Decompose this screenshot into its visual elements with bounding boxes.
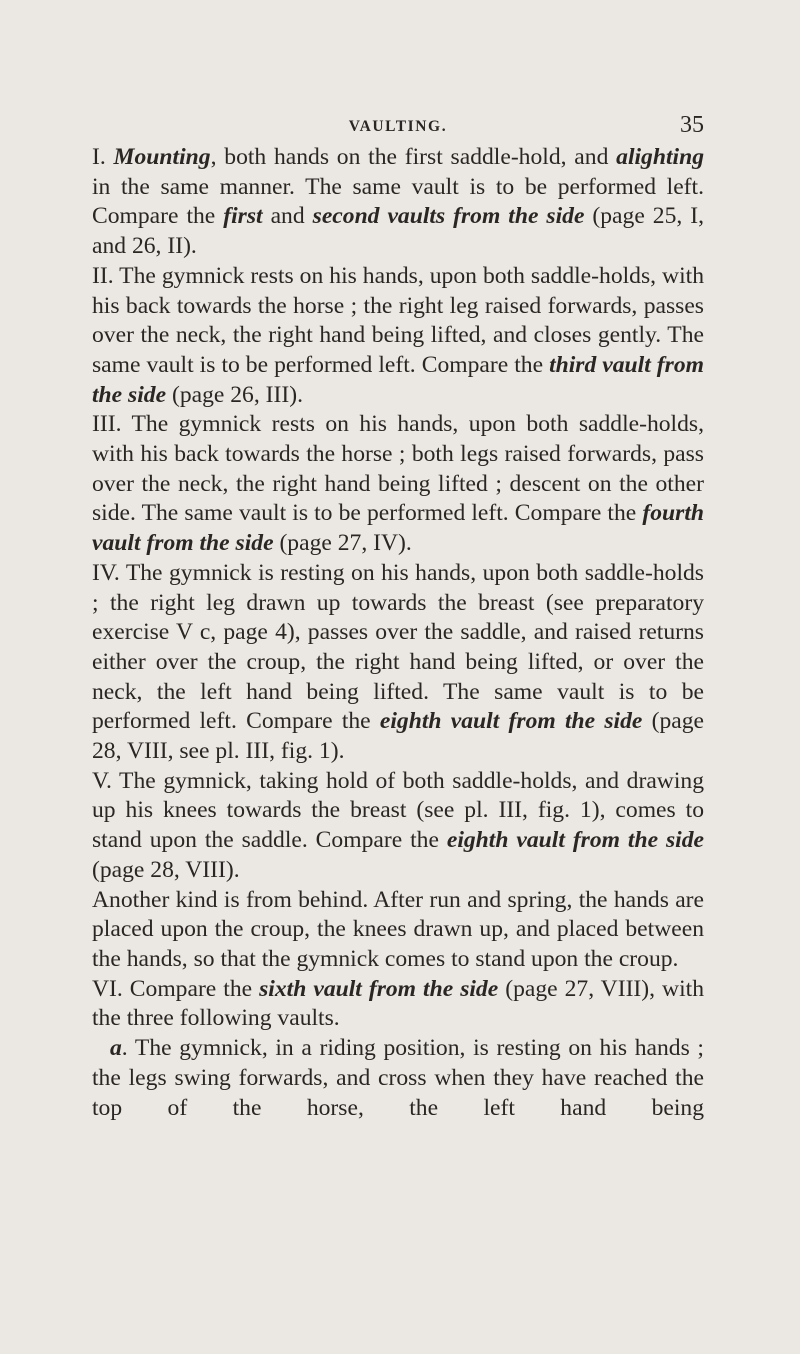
text-run: (page 28, VIII). <box>92 856 240 883</box>
running-head: VAULTING. <box>348 118 448 135</box>
text-run: in the same manner. The same vault is to be performed left. Compare the <box>92 173 704 230</box>
text-run: , both hands on the first saddle-hold, and <box>210 144 617 170</box>
text-run: V. The gymnick, taking hold of both saddle-holds, and drawing up his knees towards the breast (see pl. III, fig. 1), comes to stand upon the saddle. Compare the <box>92 767 704 854</box>
paragraph-vault-iii <box>92 410 704 559</box>
text-run: Another kind is from behind. After run and spring, the hands are placed upon the croup, the knees drawn up, and placed between the hands, so that the gymnick comes to stand upon the croup. <box>92 886 704 972</box>
paragraph-mounting <box>92 143 704 262</box>
text-run: VI. Compare the <box>92 975 260 1002</box>
page-number: 35 <box>680 112 704 138</box>
text-run: III. The gymnick rests on his hands, upon both saddle-holds, with his back towards the horse ; both legs raised forwards, pass over the neck, the right hand being lifted ; descent on the other side. The same vault is to be performed left. Compare the <box>92 411 704 527</box>
italic-text: eighth vault from the side <box>379 708 643 735</box>
text-run: (page 26, III). <box>166 381 303 408</box>
italic-text: third vault from the side <box>92 351 704 408</box>
text-run: (page 25, I, and 26, II). <box>92 203 704 260</box>
italic-text: a <box>110 1035 122 1062</box>
paragraph-vault-vi-a <box>92 1034 704 1123</box>
text-run: II. The gymnick rests on his hands, upon both saddle-holds, with his back towards the horse ; the right leg raised forwards, passes over the neck, the right hand being lifted, and closes gently. The same vault is to be performed left. Compare the <box>92 262 704 378</box>
text-run: I. <box>92 144 114 170</box>
body-text <box>92 143 704 1123</box>
paragraph-from-behind <box>92 886 704 975</box>
text-run: (page 27, IV). <box>273 530 412 557</box>
italic-text: sixth vault from the side <box>259 975 499 1002</box>
italic-text: first <box>223 203 263 230</box>
italic-text: second vaults from the side <box>312 203 585 230</box>
text-run: and <box>262 203 313 230</box>
page-header <box>92 114 704 144</box>
text-run: (page 28, VIII, see pl. III, fig. 1). <box>92 708 705 765</box>
text-run: IV. The gymnick is resting on his hands, upon both saddle-holds ; the right leg drawn up towards the breast (see preparatory exercise V c, page 4), passes over the saddle, and raised returns either over the croup, the right hand being lifted, or over the neck, the left hand being lifted. The same vault is to be performed left. Compare the <box>92 559 704 735</box>
italic-text: alighting <box>616 144 704 170</box>
italic-text: Mounting <box>113 144 211 170</box>
text-run: . The gymnick, in a riding position, is resting on his hands ; the legs swing forwards, and cross when they have reached the top of the horse, the left hand being <box>92 1035 704 1121</box>
italic-text: eighth vault from the side <box>446 827 705 854</box>
paragraph-vault-iv <box>92 559 704 767</box>
paragraph-vault-ii <box>92 262 704 411</box>
italic-text: fourth vault from the side <box>92 500 704 557</box>
text-run: (page 27, VIII), with the three following vaults. <box>92 975 704 1032</box>
paragraph-vault-vi <box>92 975 704 1034</box>
paragraph-vault-v <box>92 767 704 886</box>
